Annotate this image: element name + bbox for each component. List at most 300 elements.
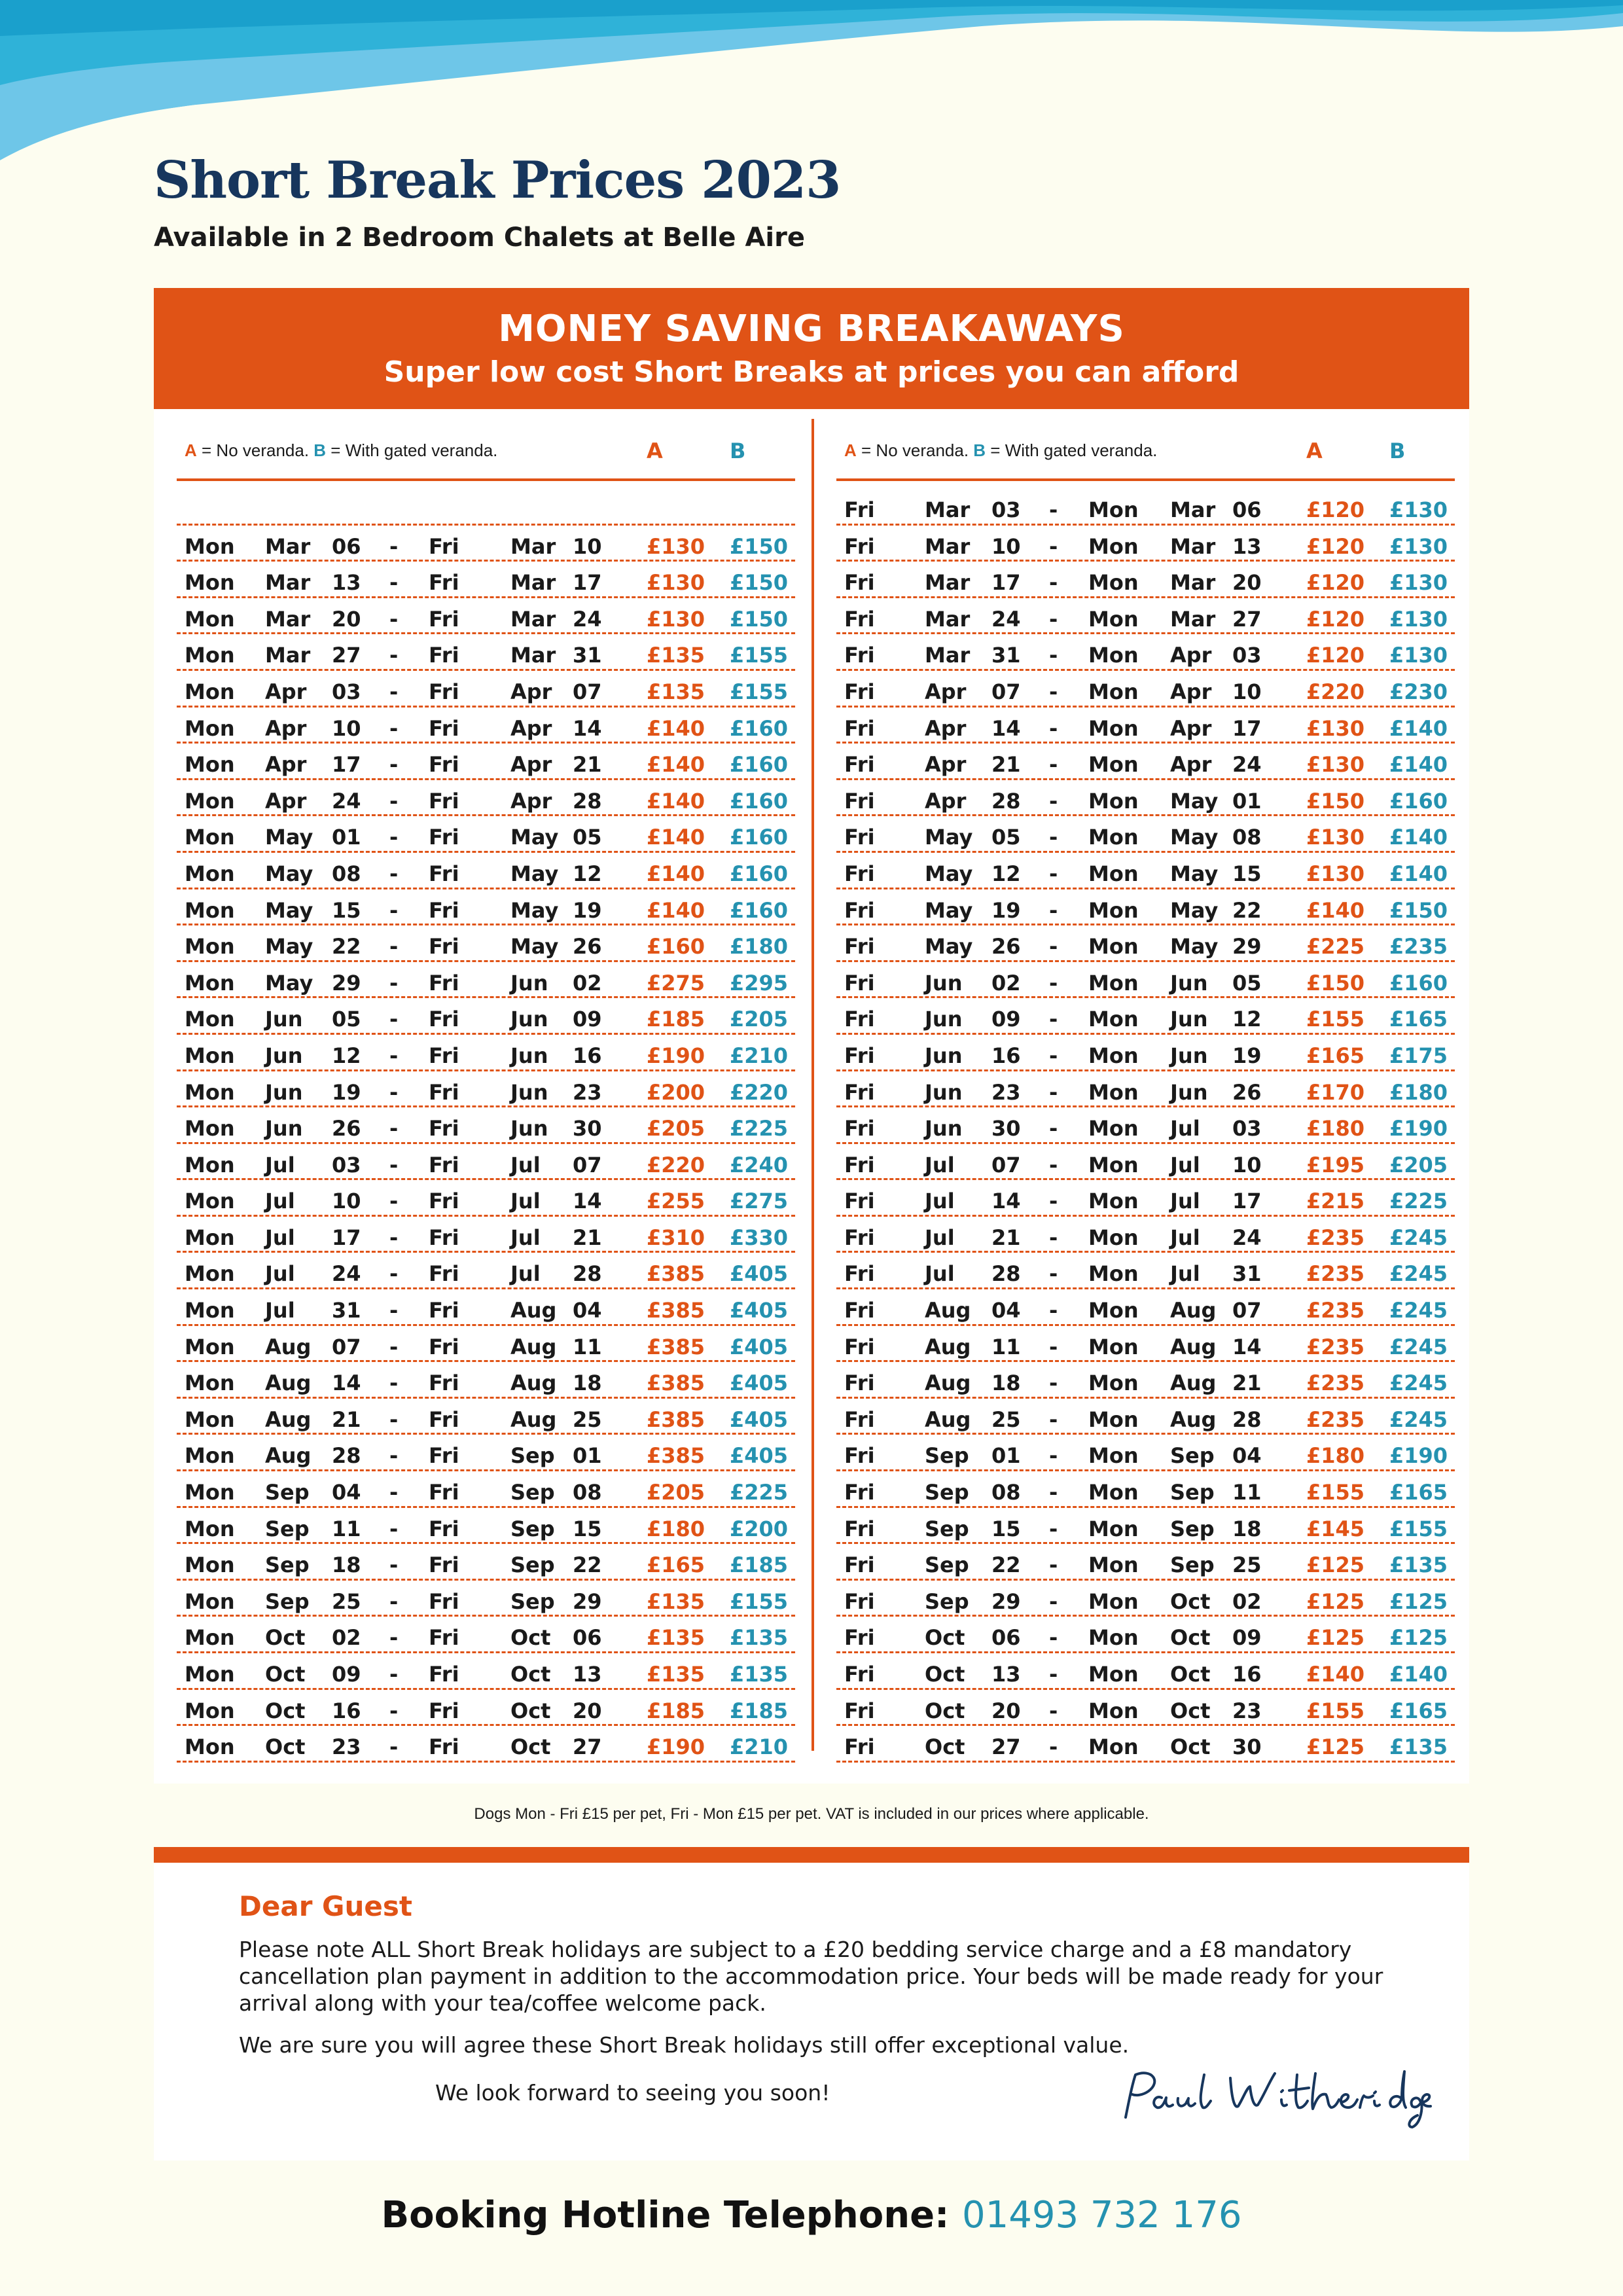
end-month: Apr xyxy=(510,788,552,814)
end-month: Apr xyxy=(510,679,552,704)
start-month: Mar xyxy=(265,570,311,596)
start-date: 16 xyxy=(991,1043,1021,1068)
end-date: 21 xyxy=(1232,1371,1262,1396)
end-month: Oct xyxy=(510,1625,551,1651)
start-month: Mar xyxy=(925,497,971,522)
price-a: £140 xyxy=(647,861,705,886)
promo-banner xyxy=(154,288,1469,409)
range-dash: - xyxy=(1049,606,1058,632)
start-month: May xyxy=(925,825,973,850)
start-date: 03 xyxy=(332,679,361,704)
price-row xyxy=(836,708,1455,744)
price-b: £405 xyxy=(730,1334,789,1359)
end-date: 13 xyxy=(1232,533,1262,559)
range-dash: - xyxy=(389,934,399,960)
price-a: £170 xyxy=(1306,1079,1365,1105)
price-a: £275 xyxy=(647,970,705,996)
range-dash: - xyxy=(1049,1116,1058,1141)
end-day: Fri xyxy=(429,1152,459,1177)
end-date: 04 xyxy=(1232,1443,1262,1469)
price-a: £200 xyxy=(647,1079,705,1105)
start-month: Aug xyxy=(265,1407,312,1432)
start-date: 10 xyxy=(332,1189,361,1214)
price-a: £185 xyxy=(647,1007,705,1032)
end-date: 19 xyxy=(573,897,602,923)
start-day: Mon xyxy=(185,788,235,814)
start-month: May xyxy=(265,934,313,960)
price-row xyxy=(177,1726,795,1763)
price-a: £155 xyxy=(1306,1698,1365,1723)
end-date: 24 xyxy=(1232,752,1262,778)
start-date: 13 xyxy=(332,570,361,596)
start-day: Mon xyxy=(185,1043,235,1068)
start-day: Fri xyxy=(844,788,875,814)
banner-heading: MONEY SAVING BREAKAWAYS xyxy=(498,308,1125,350)
column-a-label: A xyxy=(1306,439,1323,463)
signature-image xyxy=(1113,2062,1433,2134)
end-month: Jul xyxy=(510,1152,541,1177)
range-dash: - xyxy=(1049,1443,1058,1469)
start-month: May xyxy=(925,934,973,960)
end-month: Mar xyxy=(1170,606,1216,632)
price-row xyxy=(177,1471,795,1508)
range-dash: - xyxy=(389,1516,399,1541)
start-date: 29 xyxy=(991,1588,1021,1614)
start-date: 09 xyxy=(991,1007,1021,1032)
start-day: Fri xyxy=(844,1334,875,1359)
end-date: 17 xyxy=(1232,1189,1262,1214)
price-row xyxy=(836,998,1455,1035)
price-b: £160 xyxy=(730,788,789,814)
start-day: Fri xyxy=(844,825,875,850)
price-b: £185 xyxy=(730,1698,789,1723)
price-a: £120 xyxy=(1306,643,1365,668)
start-date: 05 xyxy=(332,1007,361,1032)
column-header xyxy=(177,419,795,481)
end-month: Apr xyxy=(510,752,552,778)
start-month: Jun xyxy=(925,970,963,996)
range-dash: - xyxy=(389,533,399,559)
range-dash: - xyxy=(1049,715,1058,741)
price-row xyxy=(836,780,1455,817)
start-day: Fri xyxy=(844,897,875,923)
range-dash: - xyxy=(389,861,399,886)
price-b: £225 xyxy=(730,1116,789,1141)
start-date: 18 xyxy=(991,1371,1021,1396)
start-date: 06 xyxy=(991,1625,1021,1651)
end-day: Mon xyxy=(1088,1189,1139,1214)
price-row xyxy=(836,1217,1455,1253)
range-dash: - xyxy=(1049,1662,1058,1687)
price-b: £295 xyxy=(730,970,789,996)
start-month: May xyxy=(265,861,313,886)
end-date: 04 xyxy=(573,1298,602,1323)
end-date: 23 xyxy=(573,1079,602,1105)
range-dash: - xyxy=(389,897,399,923)
price-b: £135 xyxy=(1389,1734,1448,1760)
price-row xyxy=(177,708,795,744)
price-a: £190 xyxy=(647,1043,705,1068)
wave-header-graphic xyxy=(0,0,1623,170)
start-day: Fri xyxy=(844,1371,875,1396)
price-a: £145 xyxy=(1306,1516,1365,1541)
end-date: 26 xyxy=(573,934,602,960)
start-date: 28 xyxy=(991,788,1021,814)
price-b: £130 xyxy=(1389,533,1448,559)
price-a: £140 xyxy=(1306,1662,1365,1687)
end-date: 18 xyxy=(573,1371,602,1396)
price-b: £140 xyxy=(1389,861,1448,886)
price-row xyxy=(836,1326,1455,1363)
end-day: Mon xyxy=(1088,934,1139,960)
price-row xyxy=(836,1508,1455,1545)
start-date: 17 xyxy=(332,1225,361,1250)
price-a: £140 xyxy=(1306,897,1365,923)
end-month: Oct xyxy=(510,1698,551,1723)
price-a: £155 xyxy=(1306,1007,1365,1032)
range-dash: - xyxy=(1049,1007,1058,1032)
start-day: Fri xyxy=(844,1662,875,1687)
end-month: Sep xyxy=(1170,1516,1215,1541)
price-row xyxy=(177,1289,795,1326)
price-a: £255 xyxy=(647,1189,705,1214)
price-row xyxy=(177,1326,795,1363)
end-month: Jul xyxy=(510,1189,541,1214)
end-date: 17 xyxy=(573,570,602,596)
end-date: 14 xyxy=(1232,1334,1262,1359)
start-date: 14 xyxy=(991,1189,1021,1214)
end-day: Mon xyxy=(1088,861,1139,886)
end-month: Jun xyxy=(1170,1079,1208,1105)
start-date: 16 xyxy=(332,1698,361,1723)
start-day: Mon xyxy=(185,752,235,778)
end-day: Fri xyxy=(429,1552,459,1578)
price-row xyxy=(836,1544,1455,1581)
end-date: 30 xyxy=(573,1116,602,1141)
price-a: £135 xyxy=(647,1588,705,1614)
range-dash: - xyxy=(389,1007,399,1032)
start-day: Mon xyxy=(185,1116,235,1141)
start-day: Fri xyxy=(844,533,875,559)
end-month: Sep xyxy=(510,1588,555,1614)
start-month: Sep xyxy=(925,1480,969,1505)
range-dash: - xyxy=(1049,970,1058,996)
price-b: £205 xyxy=(1389,1152,1448,1177)
start-month: May xyxy=(265,970,313,996)
legend-a-text: = No veranda. xyxy=(196,440,314,460)
start-day: Mon xyxy=(185,934,235,960)
end-day: Fri xyxy=(429,861,459,886)
price-row xyxy=(177,1435,795,1471)
end-day: Mon xyxy=(1088,825,1139,850)
range-dash: - xyxy=(1049,497,1058,522)
start-day: Mon xyxy=(185,1662,235,1687)
price-a: £125 xyxy=(1306,1625,1365,1651)
end-date: 09 xyxy=(1232,1625,1262,1651)
start-day: Fri xyxy=(844,1189,875,1214)
end-day: Mon xyxy=(1088,1662,1139,1687)
price-b: £245 xyxy=(1389,1334,1448,1359)
end-month: May xyxy=(510,897,559,923)
end-month: Aug xyxy=(510,1407,557,1432)
price-a: £140 xyxy=(647,752,705,778)
range-dash: - xyxy=(1049,643,1058,668)
end-date: 14 xyxy=(573,715,602,741)
end-month: Mar xyxy=(1170,533,1216,559)
price-a: £220 xyxy=(647,1152,705,1177)
end-month: Jul xyxy=(1170,1189,1200,1214)
start-date: 14 xyxy=(991,715,1021,741)
end-day: Mon xyxy=(1088,1116,1139,1141)
start-day: Mon xyxy=(185,715,235,741)
price-row xyxy=(177,1399,795,1435)
range-dash: - xyxy=(1049,897,1058,923)
price-row xyxy=(836,1435,1455,1471)
end-day: Fri xyxy=(429,1443,459,1469)
price-b: £160 xyxy=(730,752,789,778)
price-row xyxy=(836,889,1455,926)
start-day: Mon xyxy=(185,1698,235,1723)
legend-b-text: = With gated veranda. xyxy=(986,440,1158,460)
end-day: Mon xyxy=(1088,1079,1139,1105)
price-a: £130 xyxy=(1306,715,1365,741)
legend-a-key: A xyxy=(185,440,197,460)
start-month: Jul xyxy=(265,1261,295,1287)
range-dash: - xyxy=(1049,1371,1058,1396)
start-date: 10 xyxy=(991,533,1021,559)
price-b: £140 xyxy=(1389,752,1448,778)
start-month: Oct xyxy=(925,1662,965,1687)
end-month: Apr xyxy=(1170,752,1212,778)
end-day: Mon xyxy=(1088,497,1139,522)
end-date: 26 xyxy=(1232,1079,1262,1105)
range-dash: - xyxy=(389,1734,399,1760)
end-month: Aug xyxy=(1170,1334,1217,1359)
end-month: Oct xyxy=(1170,1698,1211,1723)
price-a: £195 xyxy=(1306,1152,1365,1177)
price-b: £165 xyxy=(1389,1007,1448,1032)
start-date: 02 xyxy=(991,970,1021,996)
range-dash: - xyxy=(389,1334,399,1359)
price-a: £185 xyxy=(647,1698,705,1723)
price-a: £150 xyxy=(1306,970,1365,996)
start-month: Mar xyxy=(265,533,311,559)
price-row xyxy=(177,816,795,853)
start-month: Jun xyxy=(925,1116,963,1141)
banner-subheading: Super low cost Short Breaks at prices you can afford xyxy=(383,355,1240,389)
start-date: 11 xyxy=(332,1516,361,1541)
price-row xyxy=(836,1399,1455,1435)
price-a: £190 xyxy=(647,1734,705,1760)
end-day: Fri xyxy=(429,1625,459,1651)
range-dash: - xyxy=(389,1189,399,1214)
range-dash: - xyxy=(1049,1588,1058,1614)
start-day: Mon xyxy=(185,606,235,632)
start-date: 28 xyxy=(332,1443,361,1469)
price-row xyxy=(836,853,1455,889)
end-month: Sep xyxy=(1170,1480,1215,1505)
range-dash: - xyxy=(389,1588,399,1614)
start-date: 07 xyxy=(332,1334,361,1359)
end-month: Jul xyxy=(1170,1225,1200,1250)
end-day: Mon xyxy=(1088,1443,1139,1469)
range-dash: - xyxy=(1049,679,1058,704)
end-date: 09 xyxy=(573,1007,602,1032)
start-day: Fri xyxy=(844,1698,875,1723)
start-date: 03 xyxy=(991,497,1021,522)
end-date: 11 xyxy=(573,1334,602,1359)
end-date: 30 xyxy=(1232,1734,1262,1760)
price-a: £385 xyxy=(647,1443,705,1469)
range-dash: - xyxy=(1049,533,1058,559)
end-date: 14 xyxy=(573,1189,602,1214)
end-month: Jul xyxy=(1170,1152,1200,1177)
price-a: £235 xyxy=(1306,1298,1365,1323)
end-month: Aug xyxy=(510,1334,557,1359)
end-day: Fri xyxy=(429,1734,459,1760)
price-row xyxy=(177,598,795,635)
start-date: 31 xyxy=(991,643,1021,668)
range-dash: - xyxy=(1049,861,1058,886)
end-month: Jun xyxy=(510,970,548,996)
start-day: Fri xyxy=(844,861,875,886)
start-date: 02 xyxy=(332,1625,361,1651)
range-dash: - xyxy=(1049,1298,1058,1323)
price-row xyxy=(836,1144,1455,1181)
start-day: Mon xyxy=(185,1480,235,1505)
start-day: Fri xyxy=(844,1625,875,1651)
price-row xyxy=(177,1617,795,1653)
start-date: 29 xyxy=(332,970,361,996)
end-month: Apr xyxy=(1170,643,1212,668)
range-dash: - xyxy=(389,1043,399,1068)
start-month: Oct xyxy=(265,1625,306,1651)
end-day: Fri xyxy=(429,1007,459,1032)
price-b: £160 xyxy=(730,825,789,850)
end-day: Fri xyxy=(429,934,459,960)
range-dash: - xyxy=(1049,1407,1058,1432)
start-day: Fri xyxy=(844,1007,875,1032)
start-month: Jul xyxy=(265,1189,295,1214)
start-date: 04 xyxy=(991,1298,1021,1323)
price-b: £330 xyxy=(730,1225,789,1250)
start-month: Aug xyxy=(925,1407,971,1432)
start-date: 24 xyxy=(332,788,361,814)
page-subtitle: Available in 2 Bedroom Chalets at Belle Aire xyxy=(154,223,805,253)
start-day: Fri xyxy=(844,497,875,522)
end-date: 07 xyxy=(1232,1298,1262,1323)
price-a: £130 xyxy=(647,570,705,596)
start-day: Fri xyxy=(844,1043,875,1068)
end-date: 20 xyxy=(573,1698,602,1723)
end-month: May xyxy=(510,934,559,960)
price-b: £125 xyxy=(1389,1588,1448,1614)
end-date: 02 xyxy=(573,970,602,996)
column-a-label: A xyxy=(647,439,663,463)
price-a: £225 xyxy=(1306,934,1365,960)
price-b: £275 xyxy=(730,1189,789,1214)
price-row xyxy=(836,598,1455,635)
start-date: 20 xyxy=(991,1698,1021,1723)
price-a: £120 xyxy=(1306,533,1365,559)
end-day: Fri xyxy=(429,1480,459,1505)
start-day: Mon xyxy=(185,679,235,704)
price-b: £150 xyxy=(730,606,789,632)
price-row xyxy=(177,1180,795,1217)
price-a: £130 xyxy=(647,606,705,632)
price-row xyxy=(836,1653,1455,1690)
range-dash: - xyxy=(389,643,399,668)
start-date: 23 xyxy=(332,1734,361,1760)
column-header xyxy=(836,419,1455,481)
start-month: May xyxy=(925,897,973,923)
start-date: 04 xyxy=(332,1480,361,1505)
column-b-label: B xyxy=(1389,439,1406,463)
start-month: Jul xyxy=(925,1189,955,1214)
start-month: Oct xyxy=(925,1734,965,1760)
price-row xyxy=(836,1617,1455,1653)
legend-b-key: B xyxy=(973,440,986,460)
price-row xyxy=(836,634,1455,671)
end-day: Fri xyxy=(429,643,459,668)
start-date: 07 xyxy=(991,1152,1021,1177)
price-row xyxy=(836,816,1455,853)
range-dash: - xyxy=(1049,825,1058,850)
end-day: Mon xyxy=(1088,1480,1139,1505)
start-date: 21 xyxy=(332,1407,361,1432)
price-a: £155 xyxy=(1306,1480,1365,1505)
start-date: 12 xyxy=(991,861,1021,886)
end-month: Sep xyxy=(510,1516,555,1541)
letter-paragraph-1: Please note ALL Short Break holidays are subject to a £20 bedding service charge and a £8 mandatory cancellation plan payment in addition to the accommodation price. Your beds will be made ready for your arrival along with your tea/coffee welcome pack. xyxy=(239,1937,1383,2016)
end-day: Mon xyxy=(1088,570,1139,596)
price-b: £150 xyxy=(730,570,789,596)
end-date: 27 xyxy=(1232,606,1262,632)
price-a: £135 xyxy=(647,643,705,668)
start-month: Sep xyxy=(925,1552,969,1578)
end-date: 25 xyxy=(573,1407,602,1432)
end-date: 03 xyxy=(1232,1116,1262,1141)
start-month: May xyxy=(265,825,313,850)
end-day: Mon xyxy=(1088,1734,1139,1760)
end-day: Mon xyxy=(1088,1261,1139,1287)
end-date: 01 xyxy=(573,1443,602,1469)
end-month: Sep xyxy=(510,1443,555,1469)
range-dash: - xyxy=(1049,1516,1058,1541)
end-day: Fri xyxy=(429,1189,459,1214)
range-dash: - xyxy=(389,1079,399,1105)
price-row xyxy=(836,1289,1455,1326)
start-day: Fri xyxy=(844,1079,875,1105)
start-month: Jul xyxy=(265,1152,295,1177)
legend xyxy=(185,440,497,461)
end-month: May xyxy=(510,861,559,886)
range-dash: - xyxy=(389,1298,399,1323)
start-day: Fri xyxy=(844,752,875,778)
start-day: Mon xyxy=(185,1261,235,1287)
start-month: Apr xyxy=(265,788,307,814)
start-day: Fri xyxy=(844,1261,875,1287)
price-b: £405 xyxy=(730,1261,789,1287)
legend-b-key: B xyxy=(313,440,327,460)
end-date: 16 xyxy=(1232,1662,1262,1687)
start-day: Fri xyxy=(844,1480,875,1505)
hotline-phone-number[interactable]: 01493 732 176 xyxy=(961,2194,1242,2236)
end-date: 02 xyxy=(1232,1588,1262,1614)
start-date: 03 xyxy=(332,1152,361,1177)
price-row xyxy=(177,744,795,780)
end-day: Fri xyxy=(429,1407,459,1432)
